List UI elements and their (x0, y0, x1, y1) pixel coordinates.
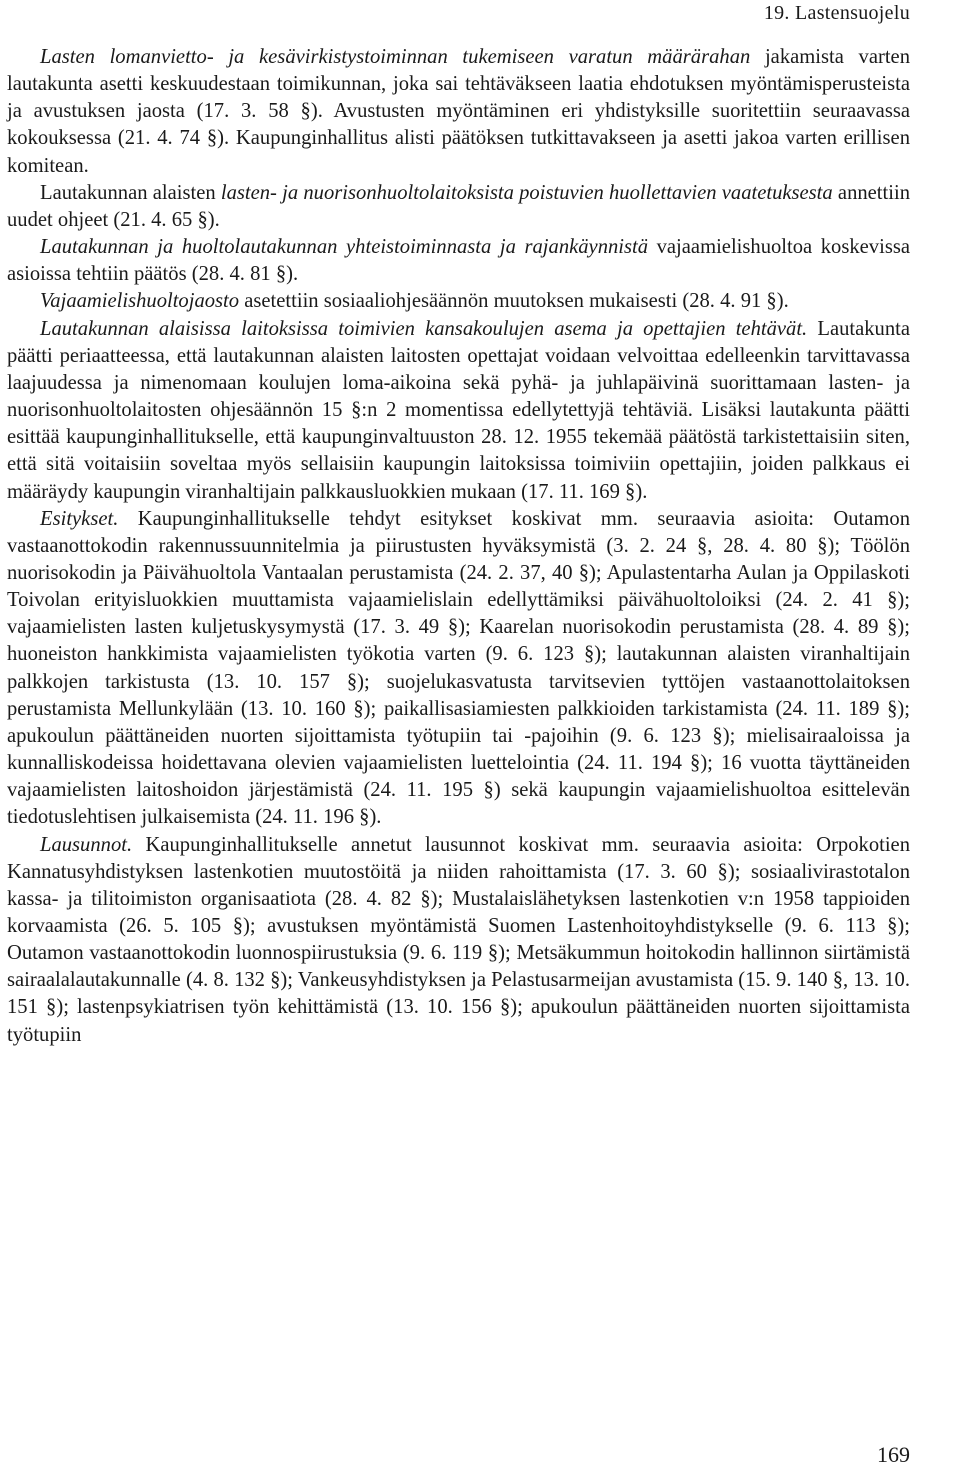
document-page (7, 0, 910, 1476)
paragraph-text: Kaupunginhallitukselle tehdyt esitykset koskivat mm. seuraavia asioita: Outamon vastaanottokodin rakennussuunnitelmia ja piirustusten hyväksymistä (3. 2. 24 §, 28. 4. 80 §); Töölön nuorisokodin ja Päivähuoltola Vantaalan perustamista (24. 2. 37, 40 §); Apulastentarha Aulan ja Oppilaskoti Toivolan erityisluokkien muuttamista vajaamielislain edellyttämiksi päivähuoltoloiksi (24. 2. 41 §); vajaamielisten lasten kuljetuskysymystä (17. 3. 49 §); Kaarelan nuorisokodin perustamista (28. 4. 89 §); huoneiston hankkimista vajaamielisten työkotia varten (9. 6. 123 §); lautakunnan alaisten viranhaltijain palkkojen tarkistusta (13. 10. 157 §); suojelukasvatusta tarvitsevien tyttöjen vastaanottolaitoksen perustamista Mellunkylään (13. 10. 160 §); paikallisasiamiesten palkkioiden tarkistamista (24. 11. 189 §); apukoulun päättäneiden nuorten sijoittamista työtupiin tai -pajoihin (9. 6. 123 §); mielisairaaloissa ja kunnalliskodeissa hoidettavana olevien vajaamielisten luettelointia (24. 11. 194 §); 16 vuotta täyttäneiden vajaamielisten laitoshoidon järjestämistä (24. 11. 195 §) sekä kaupungin vajaamielishuoltoa esittelevän tiedotuslehtisen julkaisemista (24. 11. 196 §). (7, 507, 910, 829)
paragraph-heading: Vajaamielishuoltojaosto (40, 290, 240, 313)
paragraph-heading: Esitykset. (40, 507, 119, 530)
running-header: 19. Lastensuojelu (763, 2, 910, 24)
paragraph-vaatetus (7, 180, 910, 234)
paragraph-text: vajaamielishuoltoa koskevissa asioissa tehtiin päätös (28. 4. 81 §). (7, 236, 910, 286)
paragraph-heading: Lautakunnan alaisissa laitoksissa toimivien kansakoulujen asema ja opettajien tehtävät. (40, 317, 808, 340)
paragraph-heading: Lasten lomanvietto- ja kesävirkistystoiminnan tukemiseen varatun määrärahan (40, 46, 751, 68)
paragraph-text: jakamista varten lautakunta asetti keskuudestaan toimikunnan, joka sai tehtäväkseen laatia ehdotuksen myöntämisperusteista ja avustuksen jaosta (17. 3. 58 §). Avustusten myöntäminen eri yhdistyksille suoritettiin seuraavassa kokouksessa (21. 4. 74 §). Kaupunginhallitus alisti päätöksen tutkittavakseen ja asetti jakoa varten erillisen komitean. (7, 46, 910, 177)
paragraph-text: Kaupunginhallitukselle annetut lausunnot koskivat mm. seuraavia asioita: Orpokotien Kannatusyhdistyksen lastenkotien muutostöitä ja niiden rahoittamista (17. 3. 60 §); sosiaalivirastotalon kassa- ja tilitoimiston organisaatiota (28. 4. 82 §); Mustalaislähetyksen lastenkotien v:n 1958 tappioiden korvaamista (26. 5. 105 §); avustuksen myöntämistä Suomen Lastenhoitoyhdistykselle (9. 6. 113 §); Outamon vastaanottokodin luonnospiirustuksia (9. 6. 119 §); Metsäkummun hoitokodin hallinnon siirtämistä sairaalalautakunnalle (4. 8. 132 §); Vankeusyhdistyksen ja Pelastusarmeijan avustamista (15. 9. 140 §, 13. 10. 151 §); lastenpsykiatrisen työn kehittämistä (13. 10. 156 §); apukoulun päättäneiden nuorten sijoittamista työtupiin (7, 833, 910, 1046)
paragraph-heading: Lautakunnan ja huoltolautakunnan yhteistoiminnasta ja rajankäynnistä (40, 236, 649, 259)
paragraph-text: Lautakunnan alaisten (40, 181, 221, 204)
paragraph-vajaamielishuoltojaosto (7, 288, 910, 315)
paragraph-text: Lautakunta päätti periaatteessa, että lautakunnan alaisten laitosten opettajat voidaan velvoittaa edelleenkin tarvittavassa laajuudessa ja nimenomaan koulujen loma-aikoina sekä pyhä- ja juhlapäivinä suorittamaan lasten- ja nuorisonhuoltolaitosten ohjesäännön 15 §:n 2 momentissa edellytettyjä tehtäviä. Lisäksi lautakunta päätti esittää kaupunginhallitukselle, että kaupunginvaltuuston 28. 12. 1955 tekemää päätöstä tarkistettaisiin siten, että sitä voitaisiin soveltaa myös sellaisiin kaupungin laitoksissa toimiviin opettajiin, joiden palkkaus ei määräydy kaupungin viranhaltijain palkkausluokkien mukaan (17. 11. 169 §). (7, 317, 910, 503)
paragraph-esitykset (7, 506, 910, 832)
paragraph-kansakoulut (7, 316, 910, 506)
paragraph-text: asetettiin sosiaaliohjesäännön muutoksen mukaisesti (28. 4. 91 §). (239, 290, 789, 313)
paragraph-text: annettiin uudet ohjeet (21. 4. 65 §). (7, 181, 910, 231)
page-number: 169 (877, 1442, 910, 1467)
body-text (7, 44, 910, 1049)
paragraph-yhteistoiminta (7, 234, 910, 288)
paragraph-heading: Lausunnot. (40, 833, 133, 856)
paragraph-lausunnot (7, 832, 910, 1049)
paragraph-italic-phrase: lasten- ja nuorisonhuoltolaitoksista poistuvien huollettavien vaatetuksesta (220, 181, 833, 204)
paragraph-lomanvietto (7, 44, 910, 180)
